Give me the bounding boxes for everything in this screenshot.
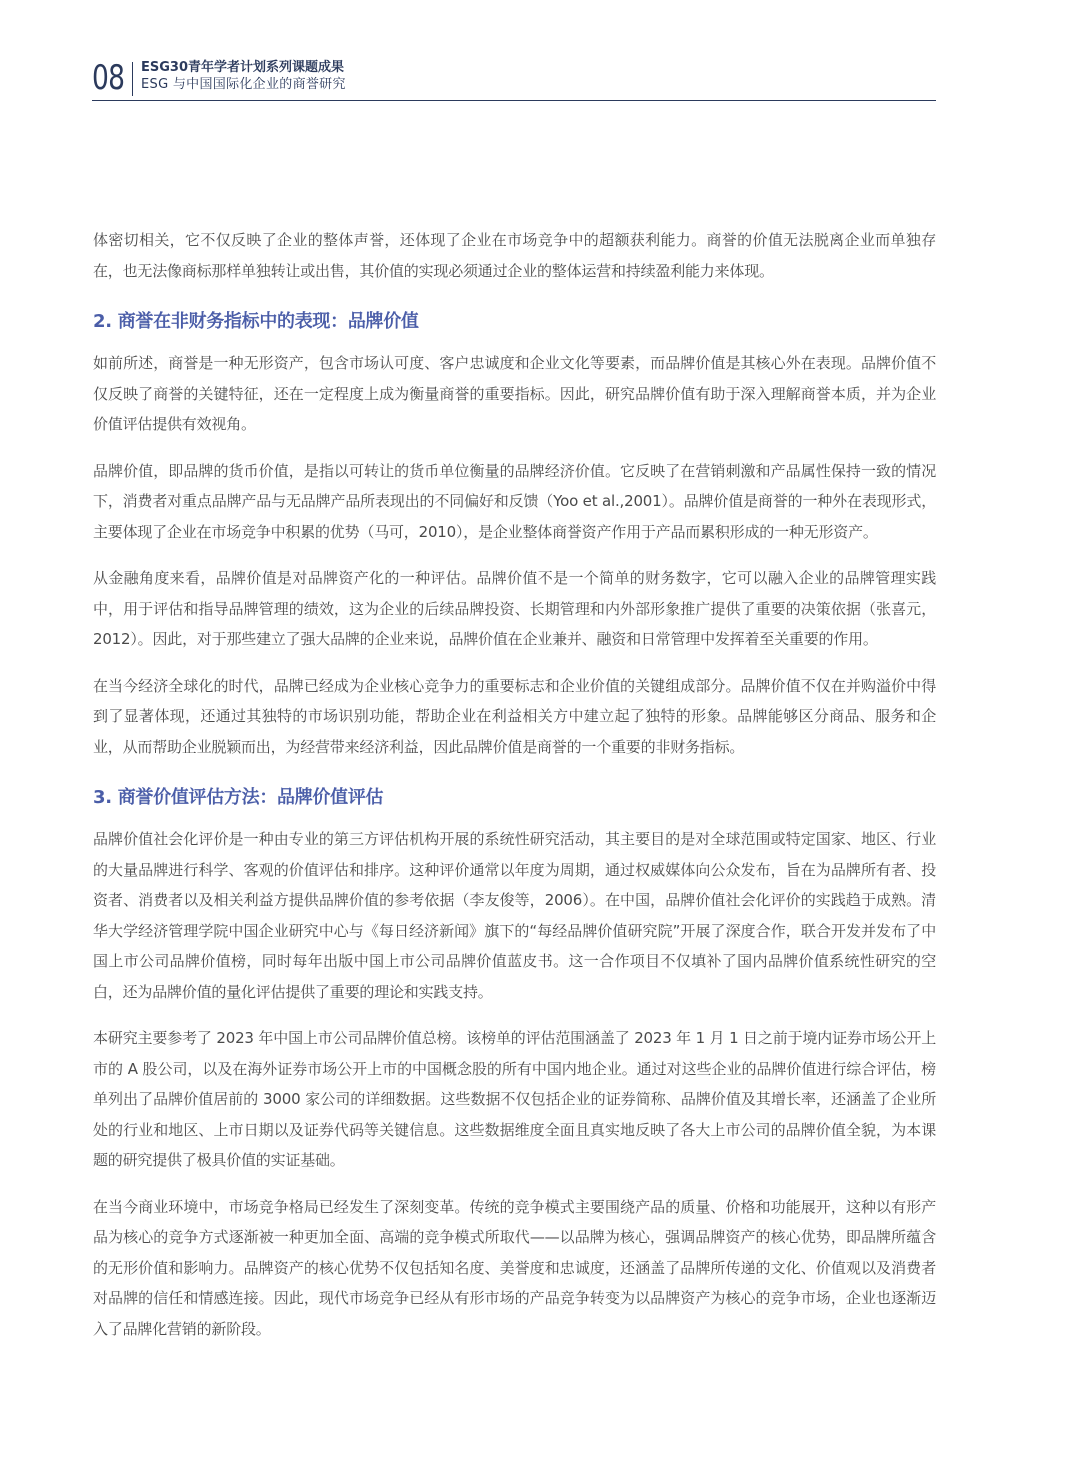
- paragraph: 在当今商业环境中，市场竞争格局已经发生了深刻变革。传统的竞争模式主要围绕产品的质量、价格和功能展开，这种以有形产品为核心的竞争方式逐渐被一种更加全面、高端的竞争模式所取代——以品牌为核心，强调品牌资产的核心优势，即品牌所蕴含的无形价值和影响力。品牌资产的核心优势不仅包括知名度、美誉度和忠诚度，还涵盖了品牌所传递的文化、价值观以及消费者对品牌的信任和情感连接。因此，现代市场竞争已经从有形市场的产品竞争转变为以品牌资产为核心的竞争市场，企业也逐渐迈入了品牌化营销的新阶段。: [93, 1197, 936, 1338]
- series-title: ESG30青年学者计划系列课题成果: [141, 60, 345, 75]
- section-heading-2: 2. 商誉在非财务指标中的表现：品牌价值: [93, 311, 419, 332]
- page-header: [92, 58, 936, 102]
- paragraph: 从金融角度来看，品牌价值是对品牌资产化的一种评估。品牌价值不是一个简单的财务数字，它可以融入企业的品牌管理实践中，用于评估和指导品牌管理的绩效，这为企业的后续品牌投资、长期管理和内外部形象推广提供了重要的决策依据（张喜元，2012）。因此，对于那些建立了强大品牌的企业来说，品牌价值在企业兼并、融资和日常管理中发挥着至关重要的作用。: [93, 569, 936, 648]
- paragraph: 品牌价值，即品牌的货币价值，是指以可转让的货币单位衡量的品牌经济价值。它反映了在营销刺激和产品属性保持一致的情况下，消费者对重点品牌产品与无品牌产品所表现出的不同偏好和反馈（Yoo et al.,2001）。品牌价值是商誉的一种外在表现形式，主要体现了企业在市场竞争中积累的优势（马可，2010），是企业整体商誉资产作用于产品而累积形成的一种无形资产。: [93, 461, 936, 541]
- paragraph: 在当今经济全球化的时代，品牌已经成为企业核心竞争力的重要标志和企业价值的关键组成部分。品牌价值不仅在并购溢价中得到了显著体现，还通过其独特的市场识别功能，帮助企业在利益相关方中建立起了独特的形象。品牌能够区分商品、服务和企业，从而帮助企业脱颖而出，为经营带来经济利益，因此品牌价值是商誉的一个重要的非财务指标。: [93, 676, 936, 756]
- header-divider: [132, 62, 133, 96]
- page-number: 08: [92, 58, 125, 98]
- paragraph: 本研究主要参考了 2023 年中国上市公司品牌价值总榜。该榜单的评估范围涵盖了 2023 年 1 月 1 日之前于境内证券市场公开上市的 A 股公司，以及在海外证券市场公开上市的中国概念股的所有中国内地企业。通过对这些企业的品牌价值进行综合评估，榜单列出了品牌价值居前的 3000 家公司的详细数据。这些数据不仅包括企业的证券简称、品牌价值及其增长率，还涵盖了企业所处的行业和地区、上市日期以及证券代码等关键信息。这些数据维度全面且真实地反映了各大上市公司的品牌价值全貌，为本课题的研究提供了极具价值的实证基础。: [93, 1029, 936, 1169]
- section-heading-3: 3. 商誉价值评估方法：品牌价值评估: [93, 787, 384, 808]
- main-content: [93, 225, 936, 1360]
- paragraph: 体密切相关，它不仅反映了企业的整体声誉，还体现了企业在市场竞争中的超额获利能力。商誉的价值无法脱离企业而单独存在，也无法像商标那样单独转让或出售，其价值的实现必须通过企业的整体运营和持续盈利能力来体现。: [93, 231, 936, 280]
- header-rule: [92, 100, 936, 101]
- paragraph: 品牌价值社会化评价是一种由专业的第三方评估机构开展的系统性研究活动，其主要目的是对全球范围或特定国家、地区、行业的大量品牌进行科学、客观的价值评估和排序。这种评价通常以年度为周期，通过权威媒体向公众发布，旨在为品牌所有者、投资者、消费者以及相关利益方提供品牌价值的参考依据（李友俊等，2006）。在中国，品牌价值社会化评价的实践趋于成熟。清华大学经济管理学院中国企业研究中心与《每日经济新闻》旗下的“每经品牌价值研究院”开展了深度合作，联合开发并发布了中国上市公司品牌价值榜，同时每年出版中国上市公司品牌价值蓝皮书。这一合作项目不仅填补了国内品牌价值系统性研究的空白，还为品牌价值的量化评估提供了重要的理论和实践支持。: [93, 830, 936, 1001]
- report-title: ESG 与中国国际化企业的商誉研究: [141, 77, 346, 92]
- paragraph: 如前所述，商誉是一种无形资产，包含市场认可度、客户忠诚度和企业文化等要素，而品牌价值是其核心外在表现。品牌价值不仅反映了商誉的关键特征，还在一定程度上成为衡量商誉的重要指标。因此，研究品牌价值有助于深入理解商誉本质，并为企业价值评估提供有效视角。: [93, 354, 936, 433]
